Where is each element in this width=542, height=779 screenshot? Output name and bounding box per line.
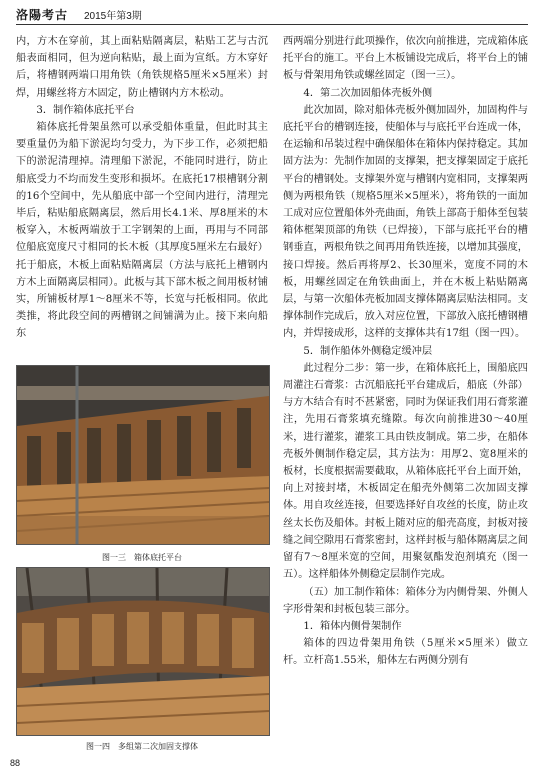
left-column <box>16 33 268 343</box>
figure-13-photo <box>16 365 270 545</box>
issue-label: 2015年第3期 <box>84 11 142 22</box>
page-header <box>16 6 526 22</box>
right-column <box>283 33 528 670</box>
paragraph: 此次加固，除对船体壳板外侧加固外，加固构件与底托平台的槽钢连接，使船体与与底托平台连成一体，在运输和吊装过程中确保船体在箱体内保持稳定。其加固方法为：先制作加固的支撑架，把支撑架固定于底托平台的槽钢处。支撑架外宽与槽钢内宽相同，支撑架两侧为两根角铁（规格5厘米×5厘米），将角铁的一面加工成对应位置船体外壳曲面，角铁上部高于船体至包装箱体框架顶部的角铁（已焊接），下部与底托平台的槽钢垂直，两根角铁之间再用角铁连接，以增加其强度，接口焊接。然后再将厚2、长30厘米，宽度不同的木板，用螺丝固定在角铁曲面上，并在木板上粘贴隔离层，与第一次船体壳板加固支撑体隔离层贴法相同。支撑体制作完成后，放入对应位置，下部放入底托槽钢槽内，并焊接成形，这样的支撑体共有17组（图一四）。 <box>283 104 528 340</box>
figure-14-caption: 图一四 多组第二次加固支撑体 <box>86 742 198 751</box>
paragraph: （五）加工制作箱体：箱体分为内侧骨架、外侧人字形骨架和封板包装三部分。 <box>283 586 528 615</box>
paragraph: 箱体的四边骨架用角铁（5厘米×5厘米）做立杆。立杆高1.55米，船体左右两侧分别有 <box>283 638 528 667</box>
paragraph: 此过程分二步：第一步，在箱体底托上，围船底四周灌注石膏浆：古沉船底托平台建成后，船底（外部）与方木结合有时不甚紧密，同时为保证我们用石膏浆灌注，先用石膏浆填充缝隙。每次向前推进30～40厘米，进行灌浆，灌浆工具由铁皮制成。第二步，在船体壳板外侧制作稳定层，其方法为：用厚2、宽8厘米的板材，长度根据需要截取，从箱体底托平台上面开始，向上对接封堵，木板固定在船壳外侧第二次加固支撑体。用自攻丝连接，但要选择好自攻丝的长度，防止攻丝太长伤及船体。封板上随对应的船壳高度，封板对接缝之间空隙用石膏浆密封，这样封板与船体隔离层之间留有7～8厘米宽的空间，用聚氨酯发泡剂填充（图一五）。这样船体外侧稳定层制作完成。 <box>283 362 528 581</box>
paragraph: 内，方木在穿前，其上面粘贴隔离层，粘贴工艺与古沉船表面相同，但为逆向粘贴，最上面为宣纸。方木穿好后，将槽钢两端口用角铁（角铁规格5厘米×5厘米）封焊，用螺丝将方木固定，防止槽钢内方木松动。 <box>16 36 268 99</box>
section-heading: 1．箱体内侧骨架制作 <box>303 620 402 632</box>
header-rule <box>16 24 528 25</box>
paragraph: 箱体底托骨架虽然可以承受船体重量，但此时其主要重量仍为船下淤泥均匀受力，为下步工作，必须把船下的淤泥清理掉。清理船下淤泥，不能同时进行，防止船底受力不均而发生变形和损坏。在底托17根槽钢分割的16个空间中，先从船底中部一个空间内进行，清理完毕后，粘贴船底隔离层，然后用长4.1米、厚8厘米的木板穿入，木板两端放于工字钢架的上面，再用与不同部位船底宽度尺寸相同的长木板（其厚度5厘米左右最好）托于船底，木板上面粘贴隔离层（方法与底托上槽钢内方木上面隔离层相同）。此板与其下部木板之间用板材铺实，所铺板材厚1～8厘米不等，长宽与托板相同。依此类推，将此段空间的两槽钢之间铺满为止。接下来向船东 <box>16 122 268 340</box>
section-heading: 3．制作箱体底托平台 <box>36 104 135 116</box>
paragraph: 西两端分别进行此项操作，依次向前推进，完成箱体底托平台的施工。平台上木板铺设完成后，将平台上的铺板与骨架用角铁或螺丝固定（图一三）。 <box>283 36 528 82</box>
figure-14-photo <box>16 567 270 736</box>
figure-13-caption: 图一三 箱体底托平台 <box>102 553 182 562</box>
section-heading: 4．第二次加固船体壳板外侧 <box>303 87 433 99</box>
section-heading: 5．制作船体外侧稳定缓冲层 <box>303 345 433 357</box>
journal-title: 洛陽考古 <box>16 8 69 22</box>
page-number: 88 <box>10 758 21 768</box>
